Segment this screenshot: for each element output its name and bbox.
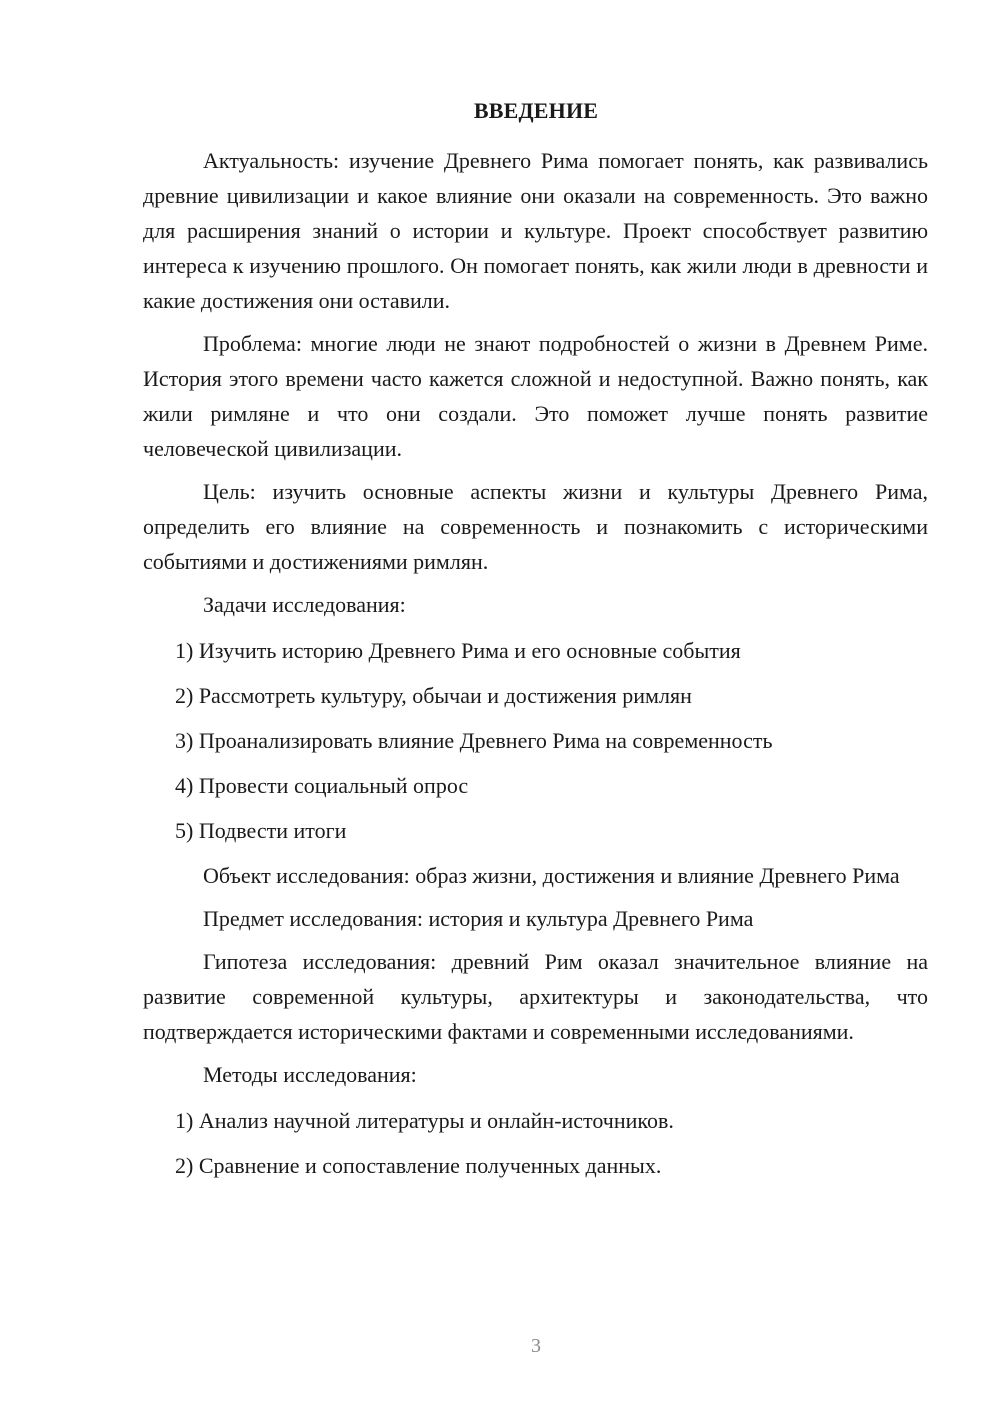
tasks-heading: Задачи исследования: [203, 592, 406, 617]
page-number: 3 [531, 1335, 541, 1357]
page-title: ВВЕДЕНИЕ [473, 98, 599, 123]
task-item: 3) Проанализировать влияние Древнего Рима на современность [175, 728, 773, 753]
task-item: 5) Подвести итоги [175, 818, 347, 843]
page-body [143, 143, 928, 1193]
method-item: 1) Анализ научной литературы и онлайн-источников. [175, 1108, 674, 1133]
goal-paragraph: Цель: изучить основные аспекты жизни и культуры Древнего Рима, определить его влияние на современность и познакомить с историческими событиями и достижениями римлян. [143, 479, 928, 574]
task-item: 1) Изучить историю Древнего Рима и его основные события [175, 638, 741, 663]
methods-heading: Методы исследования: [203, 1062, 417, 1087]
relevance-paragraph: Актуальность: изучение Древнего Рима помогает понять, как развивались древние цивилизации и какое влияние они оказали на современность. Это важно для расширения знаний о истории и культуре. Проект способствует развитию интереса к изучению прошлого. Он помогает понять, как жили люди в древности и какие достижения они оставили. [143, 148, 928, 313]
subject-paragraph: Предмет исследования: история и культура Древнего Рима [203, 906, 754, 931]
task-item: 2) Рассмотреть культуру, обычаи и достижения римлян [175, 683, 692, 708]
method-item: 2) Сравнение и сопоставление полученных данных. [175, 1153, 662, 1178]
problem-paragraph: Проблема: многие люди не знают подробностей о жизни в Древнем Риме. История этого времени часто кажется сложной и недоступной. Важно понять, как жили римляне и что они создали. Это поможет лучше понять развитие человеческой цивилизации. [143, 331, 928, 461]
task-item: 4) Провести социальный опрос [175, 773, 469, 798]
hypothesis-paragraph: Гипотеза исследования: древний Рим оказал значительное влияние на развитие современной культуры, архитектуры и законодательства, что подтверждается историческими фактами и современными исследованиями. [143, 949, 928, 1044]
object-paragraph: Объект исследования: образ жизни, достижения и влияние Древнего Рима [203, 863, 900, 888]
